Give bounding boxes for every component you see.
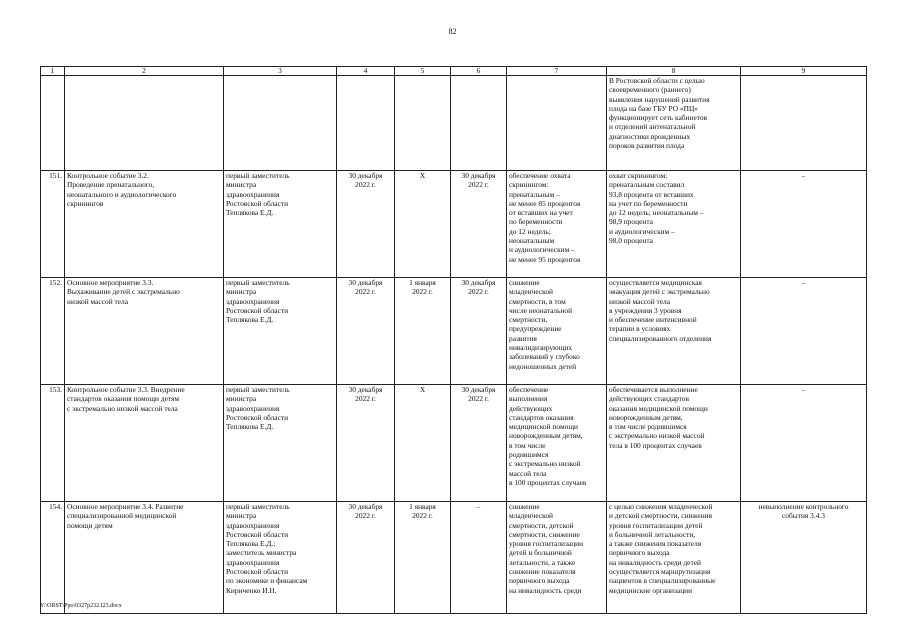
planned-result: обеспечение охвата скринингом: пренатальным – не менее 85 процентов от вставших на учет по беременности до 12 недель; неонатальным и аудиологическим – не менее 95 процентов: [507, 171, 607, 278]
row-number: 153.: [41, 385, 65, 502]
end-date: 30 декабря 2022 г.: [451, 278, 507, 385]
planned-result: обеспечение выполнения действующих стандартов оказания медицинской помощи новорожденным детям, в том числе родившимся с экстремально низкой массой тела в 100 процентах случаев: [507, 385, 607, 502]
problems: –: [741, 278, 867, 385]
responsible: первый заместитель министра здравоохранения Ростовской области Теплякова Е.Д.: [224, 385, 337, 502]
row-number: [41, 76, 65, 171]
footer-file-path: Y:\ORST\Ppo\0327p232.f23.docx: [40, 603, 122, 609]
event-name: Контрольное событие 3.3. Внедрение стандартов оказания помощи детям с экстремально низкой массой тела: [65, 385, 224, 502]
problems: –: [741, 385, 867, 502]
start-date: 1 января 2022 г.: [395, 278, 451, 385]
start-date: 1 января 2022 г.: [395, 502, 451, 614]
end-date: 30 декабря 2022 г.: [451, 385, 507, 502]
header-col-8: 8: [607, 67, 741, 76]
planned-result: снижение младенческой смертности, в том числе неонатальной смертности, предупреждение развития инвалидизирующих заболеваний у глубоко недоношенных детей: [507, 278, 607, 385]
header-col-1: 1: [41, 67, 65, 76]
start-date: X: [395, 385, 451, 502]
header-col-5: 5: [395, 67, 451, 76]
end-date: 30 декабря 2022 г.: [451, 171, 507, 278]
header-col-9: 9: [741, 67, 867, 76]
row-number: 154.: [41, 502, 65, 614]
header-col-3: 3: [224, 67, 337, 76]
planned-date: 30 декабря 2022 г.: [337, 171, 395, 278]
end-date: [451, 76, 507, 171]
planned-date: 30 декабря 2022 г.: [337, 502, 395, 614]
actual-result: В Ростовской области с целью своевременного (раннего) выявления нарушений развития плода на базе ГБУ РО «ПЦ» функционирует сеть кабинетов и отделений антенатальной диагностики врожденных пороков развития плода: [607, 76, 741, 171]
table-row: [41, 76, 867, 171]
planned-result: [507, 76, 607, 171]
report-table: [40, 66, 867, 614]
planned-date: 30 декабря 2022 г.: [337, 278, 395, 385]
event-name: [65, 76, 224, 171]
responsible: первый заместитель министра здравоохранения Ростовской области Теплякова Е.Д.: [224, 171, 337, 278]
table-row: [41, 278, 867, 385]
header-col-4: 4: [337, 67, 395, 76]
event-name: Основное мероприятие 3.4. Развитие специализированной медицинской помощи детям: [65, 502, 224, 614]
table-row: [41, 385, 867, 502]
table-row: [41, 502, 867, 614]
problems: [741, 76, 867, 171]
responsible: первый заместитель министра здравоохранения Ростовской области Теплякова Е.Д.; заместитель министра здравоохранения Ростовской области по экономике и финансам Кириченко И.Н.: [224, 502, 337, 614]
end-date: –: [451, 502, 507, 614]
planned-date: 30 декабря 2022 г.: [337, 385, 395, 502]
start-date: [395, 76, 451, 171]
table-row: [41, 171, 867, 278]
actual-result: обеспечивается выполнение действующих стандартов оказания медицинской помощи новорожденным детям, в том числе родившимся с экстремально низкой массой тела в 100 процентах случаев: [607, 385, 741, 502]
header-row: [41, 67, 867, 76]
row-number: 152.: [41, 278, 65, 385]
problems: невыполнение контрольного события 3.4.3: [741, 502, 867, 614]
planned-result: снижение младенческой смертности, детской смертности, снижение уровня госпитализации детей и больничной летальности, а также снижение показателя первичного выхода на инвалидность среди: [507, 502, 607, 614]
responsible: первый заместитель министра здравоохранения Ростовской области Теплякова Е.Д.: [224, 278, 337, 385]
start-date: X: [395, 171, 451, 278]
planned-date: [337, 76, 395, 171]
event-name: Основное мероприятие 3.3. Выхаживание детей с экстремально низкой массой тела: [65, 278, 224, 385]
header-col-6: 6: [451, 67, 507, 76]
actual-result: осуществляется медицинская эвакуация детей с экстремально низкой массой тела в учреждения 3 уровня и обеспечение интенсивной терапии в условиях специализированного отделения: [607, 278, 741, 385]
header-col-2: 2: [65, 67, 224, 76]
responsible: [224, 76, 337, 171]
actual-result: охват скринингом: пренатальным составил 93,8 процента от вставших на учет по беременности до 12 недель; неонатальным – 98,9 процента и аудиологическим – 98,0 процента: [607, 171, 741, 278]
event-name: Контрольное событие 3.2. Проведение пренатального, неонатального и аудиологического скринингов: [65, 171, 224, 278]
page-number: 82: [448, 27, 457, 36]
row-number: 151.: [41, 171, 65, 278]
header-col-7: 7: [507, 67, 607, 76]
actual-result: с целью снижения младенческой и детской смертности, снижения уровня госпитализации детей и больничной летальности, а также снижения показателя первичного выхода на инвалидность среди детей осуществляется маршрутизация пациентов в специализированные медицинские организации: [607, 502, 741, 614]
problems: –: [741, 171, 867, 278]
